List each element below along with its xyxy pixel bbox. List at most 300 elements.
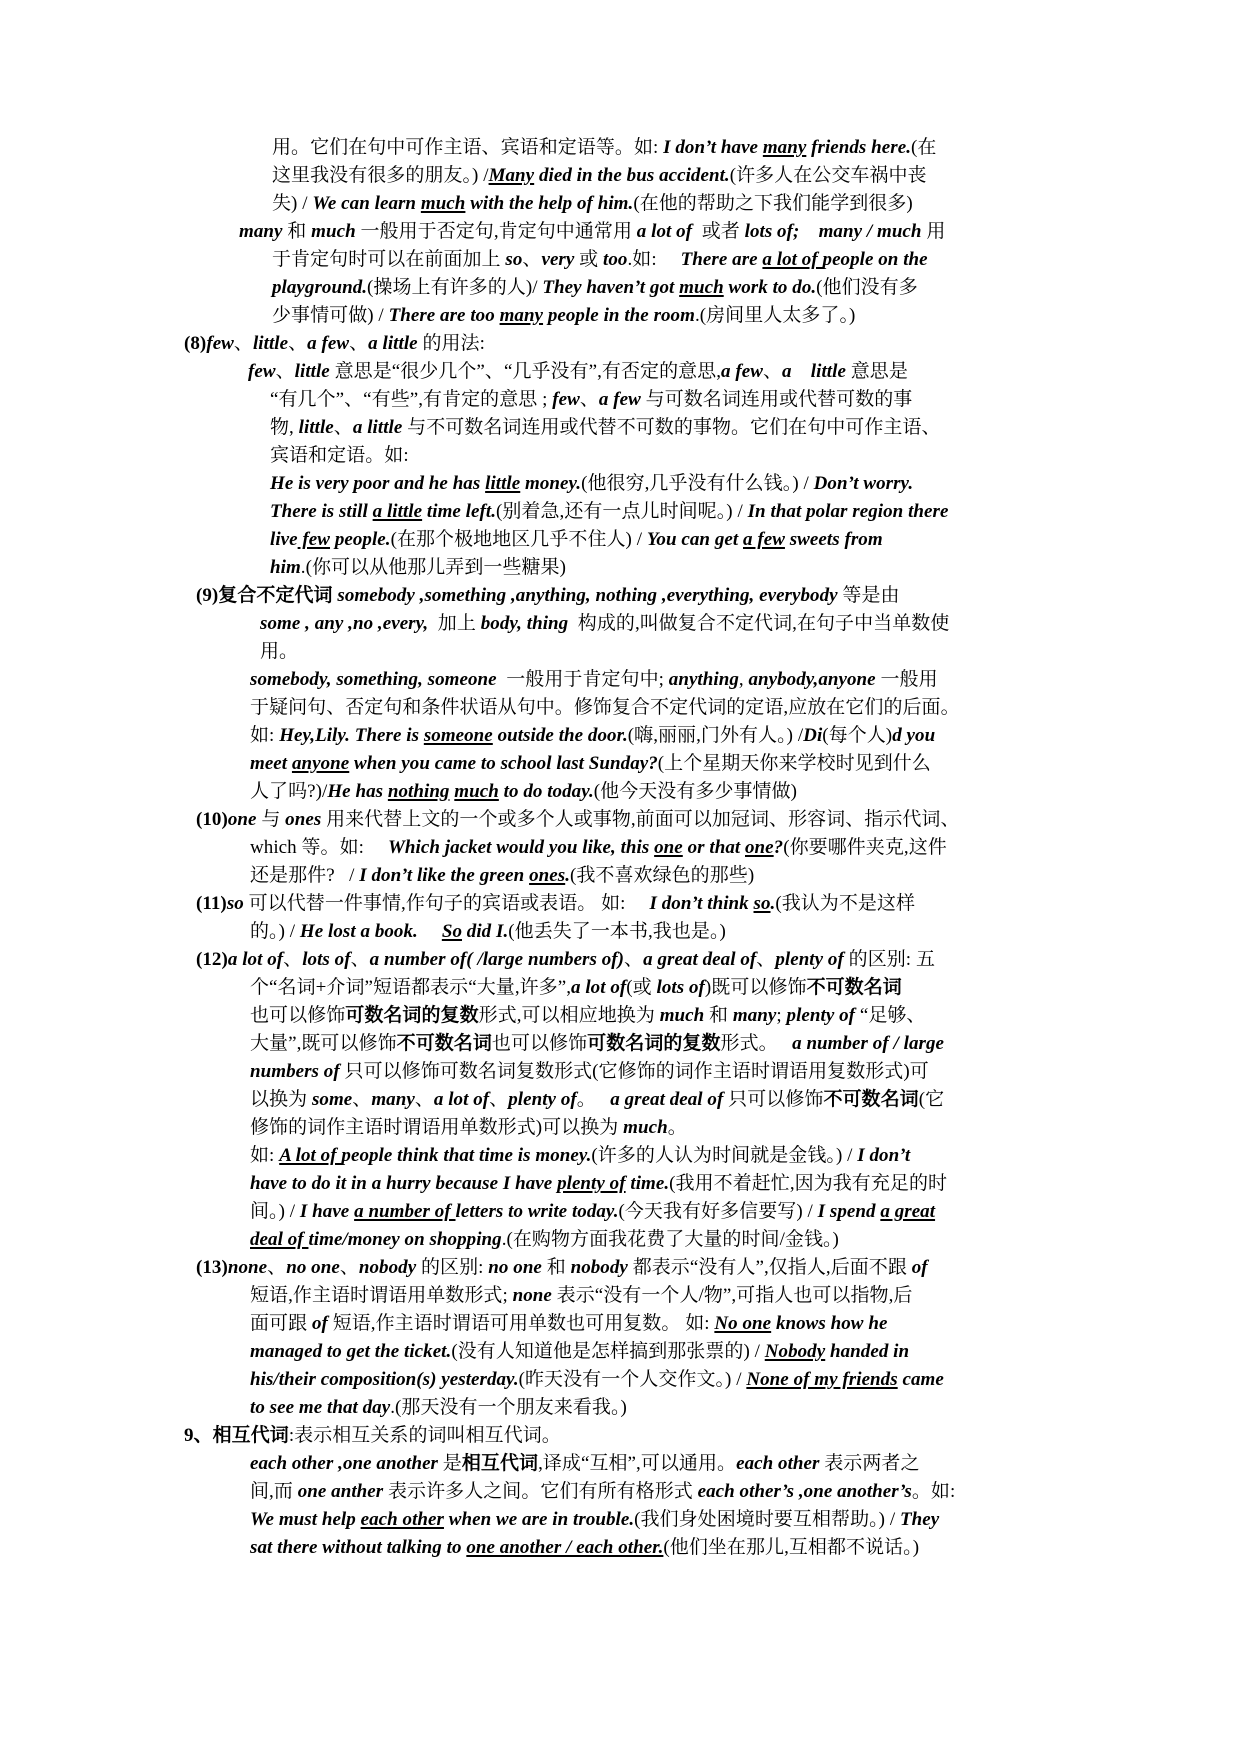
underlined-example-text: many [762, 137, 807, 158]
text-segment: 、 [288, 333, 308, 354]
text-segment: d you [892, 725, 936, 746]
text-line [272, 246, 1053, 274]
text-segment: (11) [196, 893, 227, 914]
text-segment: which 等。如: [250, 837, 388, 858]
underlined-example-text: a few [743, 529, 785, 550]
text-line [250, 974, 1053, 1002]
text-segment: little [810, 361, 846, 382]
text-segment: many [371, 1089, 415, 1110]
text-line [250, 1030, 1053, 1058]
text-segment: I don’t have [663, 137, 763, 158]
text-line [250, 722, 1053, 750]
underlined-example-text: Many [488, 165, 535, 186]
text-segment: handed in [825, 1341, 910, 1362]
text-segment: 或者 [692, 221, 745, 242]
text-segment: few [552, 389, 580, 410]
text-line [270, 442, 1053, 470]
text-segment: 面可跟 [250, 1313, 312, 1334]
section-heading [196, 946, 1053, 974]
text-segment: (或 [626, 977, 657, 998]
text-segment: Di [803, 725, 823, 746]
text-segment: I have [299, 1201, 355, 1222]
text-segment: There is still [270, 501, 373, 522]
text-segment: (许多人在公交车祸中丧 [729, 165, 927, 186]
text-segment: came [897, 1369, 944, 1390]
underlined-example-text: No one [714, 1313, 772, 1334]
text-segment: (操场上有许多的人)/ [367, 277, 543, 298]
text-segment: time/money on shopping [308, 1229, 502, 1250]
text-segment: outside the door. [492, 725, 628, 746]
text-line [250, 918, 1053, 946]
text-segment: 这里我没有很多的朋友。) / [272, 165, 489, 186]
underlined-example-text: someone [423, 725, 493, 746]
text-segment: a [782, 361, 792, 382]
text-segment: did I. [462, 921, 509, 942]
text-segment: or that [682, 837, 745, 858]
underlined-example-text: anyone [291, 753, 350, 774]
text-segment: little [298, 417, 334, 438]
text-segment: 的。) / [250, 921, 300, 942]
text-line [250, 1282, 1053, 1310]
text-segment: 个“名词+介词”短语都表示“大量,许多”, [250, 977, 571, 998]
text-segment: We can learn [312, 193, 421, 214]
text-segment: 、 [275, 361, 295, 382]
text-segment: (他很穷,几乎没有什么钱。) / [581, 473, 814, 494]
text-segment: 于疑问句、否定句和条件状语从句中。修饰复合不定代词的定语,应放在它们的后面。 [250, 697, 960, 718]
text-segment: of [311, 1313, 328, 1334]
text-segment: 可以代替一件事情,作句子的宾语或表语。 如: [243, 893, 650, 914]
text-segment: each other ,one another [250, 1453, 438, 1474]
text-segment: body, thing [480, 613, 569, 634]
text-segment: 的区别: [416, 1257, 489, 1278]
text-segment: (昨天没有一个人交作文。) / [518, 1369, 747, 1390]
text-segment: 用。它们在句中可作主语、宾语和定语等。如: [272, 137, 664, 158]
text-segment: (在他的帮助之下我们能学到很多) [633, 193, 913, 214]
text-segment: 的区别: 五 [843, 949, 935, 970]
text-segment: live [270, 529, 298, 550]
text-segment: a lot of [571, 977, 627, 998]
text-line [270, 498, 1053, 526]
text-segment: numbers of [250, 1061, 340, 1082]
text-segment: In that polar region there [747, 501, 949, 522]
text-line [250, 834, 1053, 862]
text-segment: a great deal of [643, 949, 757, 970]
text-segment: You can get [646, 529, 743, 550]
text-segment: (上个星期天你来学校时见到什么 [657, 753, 931, 774]
text-segment: 失) / [272, 193, 313, 214]
text-segment: There are too [388, 305, 500, 326]
text-line [250, 1058, 1053, 1086]
text-segment: (今天我有好多信要写) / [618, 1201, 818, 1222]
text-segment: no one [488, 1257, 542, 1278]
text-segment: work to do. [723, 277, 817, 298]
text-line [250, 1002, 1053, 1030]
text-line [250, 1338, 1053, 1366]
text-segment: (我认为不是这样 [775, 893, 916, 914]
text-segment: .(房间里人太多了。) [694, 305, 856, 326]
text-segment: 加上 [428, 613, 481, 634]
text-segment: few [248, 361, 276, 382]
text-segment: .如: [627, 249, 681, 270]
underlined-example-text: Nobody [764, 1341, 826, 1362]
text-segment: 大量”,既可以修饰 [250, 1033, 397, 1054]
text-segment: little [294, 361, 330, 382]
text-segment: when we are in trouble. [443, 1509, 635, 1530]
text-segment: 。 [667, 1117, 687, 1138]
text-segment: They [900, 1509, 940, 1530]
text-segment: Don’t worry. [813, 473, 914, 494]
text-line [250, 1198, 1053, 1226]
text-segment: a little [368, 333, 418, 354]
text-line [270, 526, 1053, 554]
text-line [250, 1450, 1053, 1478]
text-line [270, 386, 1053, 414]
text-segment: . [565, 865, 570, 886]
section-heading [196, 806, 1053, 834]
text-segment: “有几个”、“有些”,有肯定的意思 ; [270, 389, 553, 410]
text-segment: nobody [570, 1257, 628, 1278]
text-segment: (在 [911, 137, 937, 158]
text-segment: none [227, 1257, 268, 1278]
text-segment: 可数名词的复数 [345, 1005, 479, 1026]
text-line [270, 414, 1053, 442]
text-segment: have to do it in a hurry because I have [250, 1173, 558, 1194]
text-segment: when you came to school last Sunday? [349, 753, 658, 774]
text-segment: some [311, 1089, 353, 1110]
underlined-example-text: a lot of [762, 249, 823, 270]
text-segment: 表示许多人之间。它们有所有格形式 [383, 1481, 698, 1502]
text-segment: (8) [184, 333, 207, 354]
text-line [250, 1310, 1053, 1338]
text-segment: 、 [233, 333, 253, 354]
text-segment: (12) [196, 949, 228, 970]
text-segment: managed to get the ticket. [250, 1341, 452, 1362]
text-segment: each other [736, 1453, 820, 1474]
text-segment: 不可数名词 [396, 1033, 492, 1054]
underlined-example-text: None of my friends [746, 1369, 898, 1390]
text-segment: so [505, 249, 523, 270]
text-segment: 9、相互代词 [184, 1425, 289, 1446]
text-segment: 不可数名词 [823, 1089, 919, 1110]
text-line [250, 862, 1053, 890]
section-heading [196, 582, 1053, 610]
section-heading [184, 1422, 1053, 1450]
text-segment: lots of [302, 949, 351, 970]
text-line [270, 554, 1053, 582]
text-segment: many [732, 1005, 777, 1026]
text-segment: .(在购物方面我花费了大量的时间/金钱。) [501, 1229, 839, 1250]
text-segment: somebody, something, someone [250, 669, 497, 690]
text-segment: so [226, 893, 244, 914]
underlined-example-text: plenty of [557, 1173, 626, 1194]
text-segment: (别着急,还有一点儿时间呢。) / [496, 501, 748, 522]
text-segment: 一般用 [875, 669, 938, 690]
text-segment: 于肯定句时可以在前面加上 [272, 249, 506, 270]
text-line [272, 162, 1053, 190]
text-segment: (我用不着赶忙,因为我有充足的时 [669, 1173, 948, 1194]
text-segment: :表示相互关系的词叫相互代词。 [288, 1425, 561, 1446]
text-segment: plenty of [508, 1089, 577, 1110]
text-segment: 用来代替上文的一个或多个人或事物,前面可以加冠词、形容词、指示代词、 [321, 809, 960, 830]
text-segment [799, 221, 818, 242]
text-segment: 意思是“很少几个”、“几乎没有”,有否定的意思, [329, 361, 722, 382]
text-segment: none [512, 1285, 552, 1306]
text-segment: 短语,作主语时谓语可用单数也可用复数。 如: [327, 1313, 715, 1334]
text-segment: a few [598, 389, 641, 410]
text-segment: (9)复合不定代词 [196, 585, 338, 606]
text-segment: 可数名词的复数 [587, 1033, 721, 1054]
text-segment: time. [625, 1173, 670, 1194]
text-segment: 如: [250, 725, 280, 746]
text-segment: 相互代词 [461, 1453, 539, 1474]
text-segment: ? [773, 837, 784, 858]
text-segment: 人了吗?)/ [250, 781, 328, 802]
text-segment: one anther [297, 1481, 384, 1502]
text-segment: ; [776, 1005, 787, 1026]
text-segment: They haven’t got [542, 277, 680, 298]
text-segment: 一般用于肯定句中; [496, 669, 669, 690]
text-segment: much [623, 1117, 668, 1138]
text-segment: 意思是 [845, 361, 908, 382]
text-segment: little [252, 333, 289, 354]
text-segment: 等是由 [837, 585, 900, 606]
text-segment: much [659, 1005, 705, 1026]
underlined-example-text: nothing [387, 781, 450, 802]
underlined-example-text: a great [880, 1201, 936, 1222]
text-segment: (每个人) [822, 725, 893, 746]
text-segment: Which jacket would you like, this [387, 837, 655, 858]
text-segment: people. [330, 529, 391, 550]
text-segment: 还是那件? / [250, 865, 360, 886]
text-segment: 也可以修饰 [491, 1033, 588, 1054]
text-segment: some , any ,no ,every, [260, 613, 429, 634]
text-segment: 、 [756, 949, 776, 970]
text-segment: plenty of [775, 949, 844, 970]
text-segment: 。如: [911, 1481, 956, 1502]
text-segment: 只可以修饰 [723, 1089, 824, 1110]
text-line [270, 470, 1053, 498]
text-line [272, 190, 1053, 218]
text-segment: 少事情可做) / [272, 305, 389, 326]
text-segment: 与 [256, 809, 286, 830]
text-segment: somebody ,something ,anything, nothing ,everything, everybody [337, 585, 838, 606]
text-segment: (他们没有多 [816, 277, 918, 298]
text-line [250, 750, 1053, 778]
text-segment [792, 361, 811, 382]
underlined-example-text: much [420, 193, 466, 214]
text-segment: 或 [574, 249, 604, 270]
text-segment: each other’s ,one another’s [697, 1481, 912, 1502]
text-segment: (它 [918, 1089, 945, 1110]
text-segment: 表示“没有一个人/物”,可指人也可以指物,后 [551, 1285, 913, 1306]
text-line [239, 218, 1053, 246]
text-segment: (许多的人认为时间就是金钱。) / [591, 1145, 858, 1166]
text-segment: 短语,作主语时谓语用单数形式; [250, 1285, 513, 1306]
text-segment: 、 [352, 1089, 372, 1110]
underlined-example-text: much [679, 277, 724, 298]
text-segment: 用 [921, 221, 946, 242]
text-line [248, 358, 1053, 386]
text-line [250, 1534, 1053, 1562]
underlined-example-text: So [441, 921, 462, 942]
text-segment: 是 [438, 1453, 462, 1474]
text-segment: a number of( /large numbers of) [369, 949, 625, 970]
text-line [250, 666, 1053, 694]
text-line [272, 134, 1053, 162]
text-segment: people in the room [543, 305, 695, 326]
text-segment: time left. [422, 501, 496, 522]
text-segment: 形式,可以相应地换为 [478, 1005, 660, 1026]
text-segment: of [911, 1257, 928, 1278]
text-segment: lots of; [744, 221, 800, 242]
text-segment: 用。 [260, 641, 299, 662]
underlined-example-text: a number of [354, 1201, 456, 1222]
text-line [250, 778, 1053, 806]
text-segment: lots of [656, 977, 705, 998]
text-segment: 只可以修饰可数名词复数形式(它修饰的词作主语时谓语用复数形式)可 [339, 1061, 929, 1082]
text-segment: 物, [270, 417, 299, 438]
text-segment: a little [352, 417, 403, 438]
text-line [250, 1086, 1053, 1114]
text-segment: 、 [283, 949, 303, 970]
underlined-example-text: one [745, 837, 774, 858]
text-line [250, 1394, 1053, 1422]
text-segment: 与可数名词连用或代替可数的事 [640, 389, 913, 410]
text-segment: 、 [339, 1257, 359, 1278]
section-heading [196, 1254, 1053, 1282]
text-segment: He is very poor and he has [270, 473, 486, 494]
text-segment: )既可以修饰 [704, 977, 807, 998]
text-segment: 也可以修饰 [250, 1005, 346, 1026]
text-line [250, 1114, 1053, 1142]
text-segment: plenty of [786, 1005, 856, 1026]
text-segment: 表示两者之 [819, 1453, 920, 1474]
text-segment: sat there without talking to [250, 1537, 467, 1558]
text-segment: 间,而 [250, 1481, 298, 1502]
underlined-example-text: much [454, 781, 499, 802]
text-segment: ,译成“互相”,可以通用。 [538, 1453, 737, 1474]
text-segment: a lot of [227, 949, 284, 970]
section-heading [196, 890, 1053, 918]
section-heading [184, 330, 1053, 358]
text-segment: (嗨,丽丽,门外有人。) / [627, 725, 804, 746]
text-segment: too [603, 249, 628, 270]
text-segment: 都表示“没有人”,仅指人,后面不跟 [627, 1257, 912, 1278]
text-segment: sweets from [784, 529, 883, 550]
text-line [260, 638, 1053, 666]
text-segment: (10) [196, 809, 228, 830]
text-segment: (他们坐在那儿,互相都不说话。) [663, 1537, 920, 1558]
underlined-example-text: ones [529, 865, 566, 886]
text-segment: a great deal of [610, 1089, 724, 1110]
text-line [250, 1170, 1053, 1198]
underlined-example-text: each other [360, 1509, 444, 1530]
text-segment: playground. [272, 277, 368, 298]
underlined-example-text: a little [372, 501, 423, 522]
text-segment: .(那天没有一个朋友来看我。) [390, 1397, 627, 1418]
text-segment: meet [250, 753, 292, 774]
text-segment: (我们身处困境时要互相帮助。) / [634, 1509, 900, 1530]
text-segment: 和 [282, 221, 312, 242]
text-segment: a lot of [636, 221, 693, 242]
underlined-example-text: little [485, 473, 521, 494]
text-segment: 、 [522, 249, 542, 270]
text-segment: 宾语和定语。如: [270, 445, 409, 466]
text-segment: , [738, 669, 749, 690]
text-segment: 、 [349, 333, 369, 354]
text-segment: 修饰的词作主语时谓语用单数形式)可以换为 [250, 1117, 624, 1138]
text-segment: 与不可数名词连用或代替不可数的事物。它们在句中可作主语、 [402, 417, 941, 438]
text-segment: 、 [267, 1257, 287, 1278]
underlined-example-text: one another / each other. [466, 1537, 664, 1558]
text-segment: (没有人知道他是怎样搞到那张票的) / [451, 1341, 765, 1362]
text-segment: money. [520, 473, 582, 494]
text-segment: 、 [762, 361, 783, 382]
text-segment: (我不喜欢绿色的那些) [570, 865, 755, 886]
text-segment: to see me that day [250, 1397, 391, 1418]
text-segment: no one [286, 1257, 340, 1278]
text-segment: to do today. [498, 781, 594, 802]
text-segment: many / much [818, 221, 922, 242]
text-segment: him [270, 557, 301, 578]
text-segment: 、 [624, 949, 644, 970]
text-segment: I don’t think [649, 893, 754, 914]
text-line [250, 1506, 1053, 1534]
text-line [272, 274, 1053, 302]
text-segment: much [311, 221, 356, 242]
text-segment: 如: [250, 1145, 280, 1166]
text-line [250, 1142, 1053, 1170]
text-line [250, 1226, 1053, 1254]
text-segment: 和 [541, 1257, 571, 1278]
text-line [250, 1366, 1053, 1394]
text-segment: I don’t like the green [359, 865, 530, 886]
text-segment: 一般用于否定句,肯定句中通常用 [355, 221, 637, 242]
text-segment: letters to write today. [455, 1201, 619, 1222]
text-segment: He lost a book. [299, 921, 442, 942]
text-segment: 。 [576, 1089, 611, 1110]
text-segment: 不可数名词 [806, 977, 902, 998]
text-segment: 以换为 [250, 1089, 312, 1110]
text-segment: friends here. [806, 137, 911, 158]
text-segment: very [541, 249, 575, 270]
text-segment: people think that time is money. [341, 1145, 592, 1166]
text-segment: (他丢失了一本书,我也是。) [508, 921, 726, 942]
text-segment: I spend [817, 1201, 881, 1222]
text-segment: ones [285, 809, 322, 830]
text-segment: died in the bus accident. [534, 165, 730, 186]
text-segment: a few [721, 361, 763, 382]
text-segment: a number of / large [792, 1033, 944, 1054]
text-segment: (你要哪件夹克,这件 [783, 837, 947, 858]
underlined-example-text: many [499, 305, 544, 326]
text-segment: 的用法: [417, 333, 485, 354]
underlined-example-text: one [654, 837, 683, 858]
text-segment: knows how he [771, 1313, 888, 1334]
text-segment: (13) [196, 1257, 228, 1278]
text-segment: a few [307, 333, 350, 354]
text-line [250, 694, 1053, 722]
text-segment: (他今天没有多少事情做) [593, 781, 798, 802]
text-segment: 构成的,叫做复合不定代词,在句子中当单数使 [568, 613, 950, 634]
text-segment: 、 [489, 1089, 509, 1110]
text-segment: many [239, 221, 283, 242]
text-segment: 、 [414, 1089, 434, 1110]
text-segment: people on the [822, 249, 928, 270]
text-segment: . [770, 893, 776, 914]
text-segment: We must help [250, 1509, 361, 1530]
text-segment: (在那个极地地区几乎不住人) / [390, 529, 647, 550]
